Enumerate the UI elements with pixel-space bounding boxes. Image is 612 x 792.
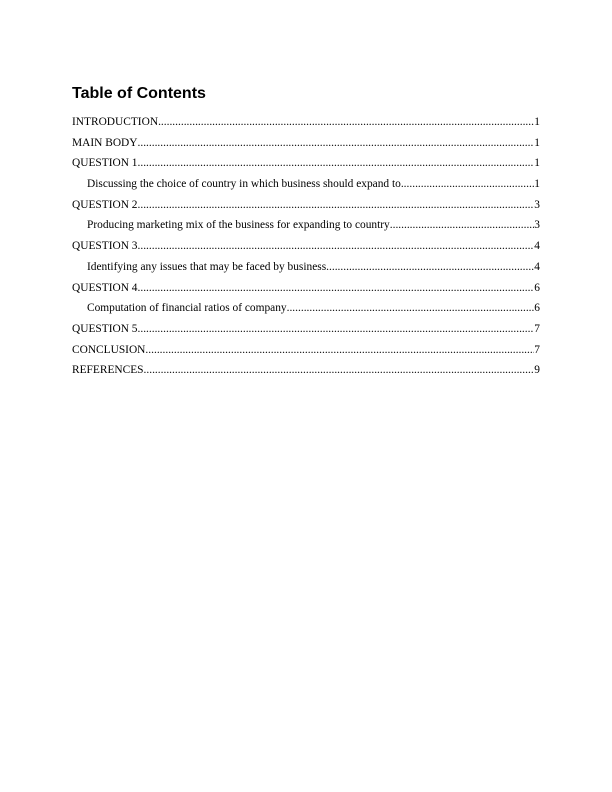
toc-page-number: 1 — [534, 157, 540, 170]
toc-entry-label: Computation of financial ratios of company — [87, 302, 287, 315]
toc-entry-question-2[interactable] — [72, 199, 540, 220]
toc-entry-label: QUESTION 4 — [72, 281, 138, 294]
toc-dot-leader — [326, 261, 534, 273]
toc-page-number: 4 — [534, 260, 540, 273]
toc-dot-leader — [401, 178, 534, 190]
toc-dot-leader — [138, 199, 535, 211]
toc-dot-leader — [138, 282, 535, 294]
toc-entry-label: REFERENCES — [72, 364, 144, 377]
toc-page-number: 7 — [534, 322, 540, 335]
toc-dot-leader — [138, 323, 535, 335]
toc-dot-leader — [138, 240, 535, 252]
toc-page-number: 7 — [534, 343, 540, 356]
toc-entry-label: QUESTION 3 — [72, 240, 138, 253]
toc-page-number: 6 — [534, 281, 540, 294]
toc-entry-references[interactable] — [72, 364, 540, 385]
toc-page-number: 6 — [534, 302, 540, 315]
toc-dot-leader — [390, 219, 535, 231]
toc-entry-label: QUESTION 2 — [72, 198, 138, 211]
toc-entry-label: QUESTION 5 — [72, 322, 138, 335]
toc-dot-leader — [138, 157, 535, 169]
toc-page-number: 1 — [534, 116, 540, 128]
toc-entry-label: Identifying any issues that may be faced by business — [87, 260, 327, 273]
toc-page-number: 4 — [534, 240, 540, 253]
toc-entry-question-3[interactable] — [72, 240, 540, 261]
toc-dot-leader — [144, 364, 535, 376]
toc-entry-main-body[interactable] — [72, 137, 540, 158]
toc-entry-label: MAIN BODY — [72, 136, 138, 149]
toc-entry-financial-ratios[interactable] — [72, 302, 540, 323]
toc-page-number: 3 — [534, 219, 540, 232]
toc-entry-label: INTRODUCTION — [72, 116, 159, 128]
toc-page-number: 9 — [534, 364, 540, 377]
toc-list — [72, 116, 540, 385]
toc-page-number: 3 — [534, 198, 540, 211]
toc-title: Table of Contents — [72, 85, 206, 102]
toc-entry-label: Producing marketing mix of the business for expanding to country — [87, 219, 390, 232]
toc-entry-question-5[interactable] — [72, 323, 540, 344]
toc-entry-label: CONCLUSION — [72, 343, 146, 356]
toc-dot-leader — [158, 116, 534, 128]
toc-entry-question-4[interactable] — [72, 282, 540, 303]
toc-entry-label: QUESTION 1 — [72, 157, 138, 170]
toc-entry-marketing-mix[interactable] — [72, 219, 540, 240]
toc-dot-leader — [138, 137, 535, 149]
toc-entry-question-1[interactable] — [72, 157, 540, 178]
toc-dot-leader — [287, 302, 535, 314]
toc-entry-country-choice[interactable] — [72, 178, 540, 199]
toc-page-number: 1 — [534, 136, 540, 149]
toc-entry-conclusion[interactable] — [72, 344, 540, 365]
toc-page-number: 1 — [534, 178, 540, 191]
toc-entry-label: Discussing the choice of country in which business should expand to — [87, 178, 401, 191]
toc-entry-introduction[interactable] — [72, 116, 540, 137]
toc-entry-issues[interactable] — [72, 261, 540, 282]
toc-dot-leader — [145, 344, 534, 356]
